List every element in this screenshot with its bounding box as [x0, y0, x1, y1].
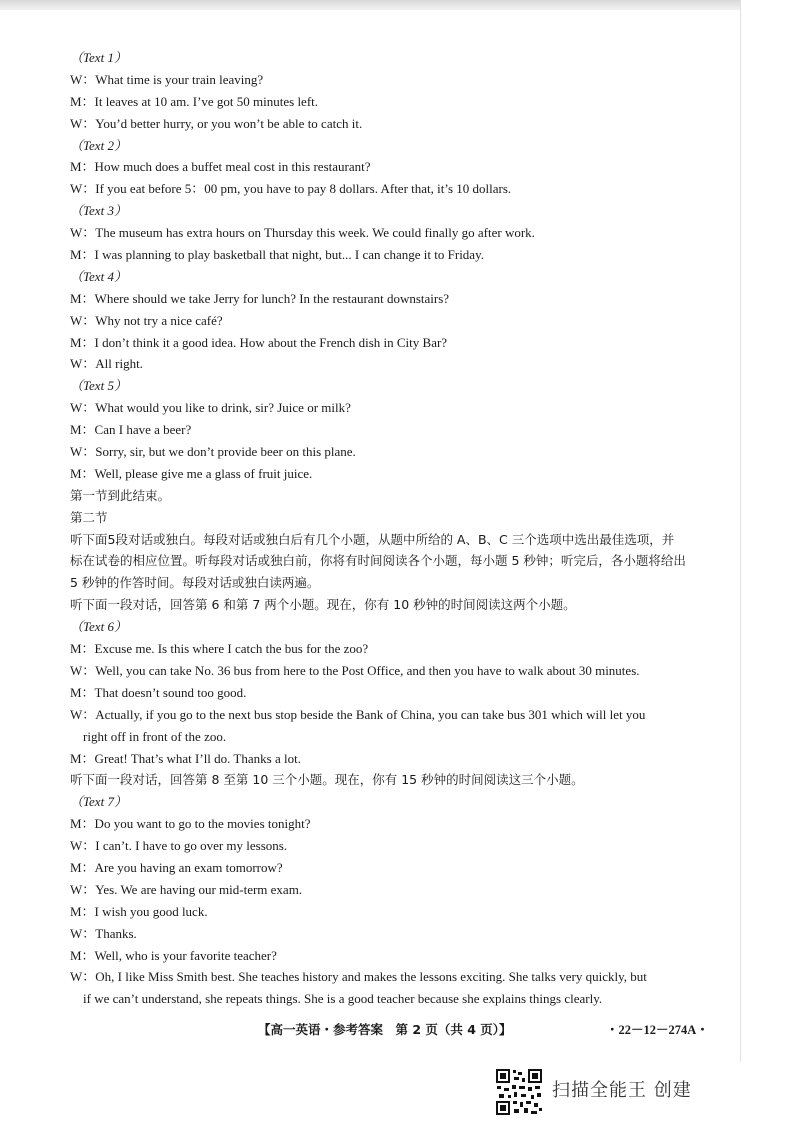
dialogue-line: W：Thanks. [70, 925, 137, 941]
dialogue-line: W：Sorry, sir, but we don’t provide beer on this plane. [70, 444, 356, 460]
instruction-line: 5 秒钟的作答时间。每段对话或独白读两遍。 [70, 575, 320, 591]
text-section-label: （Text 6） [70, 619, 127, 635]
dialogue-line: W：Actually, if you go to the next bus stop beside the Bank of China, you can take bus 301 which will let you [70, 706, 646, 722]
listening-transcript [70, 47, 730, 1010]
dialogue-line: W：What would you like to drink, sir? Juice or milk? [70, 400, 351, 416]
dialogue-line: M：Well, please give me a glass of fruit juice. [70, 465, 313, 481]
dialogue-line: M：Do you want to go to the movies tonight? [70, 816, 311, 832]
text-section-label: （Text 1） [70, 50, 127, 65]
dialogue-line: M：Great! That’s what I’ll do. Thanks a lot. [70, 750, 301, 766]
dialogue-line: M：How much does a buffet meal cost in this restaurant? [70, 159, 371, 175]
dialogue-line: W：Oh, I like Miss Smith best. She teaches history and makes the lessons exciting. She talks very quickly, but [70, 969, 647, 985]
dialogue-line-continuation: if we can’t understand, she repeats things. She is a good teacher because she explains things clearly. [83, 991, 603, 1007]
dialogue-line: W：I can’t. I have to go over my lessons. [70, 838, 288, 854]
text-section-label: （Text 4） [70, 268, 127, 284]
dialogue-line: W：Well, you can take No. 36 bus from here to the Post Office, and then you have to walk about 30 minutes. [70, 662, 640, 678]
dialogue-line: M：I don’t think it a good idea. How about the French dish in City Bar? [70, 334, 448, 350]
scanner-watermark-text: 扫描全能王 创建 [552, 1080, 692, 1101]
footer-title: 【高一英语・参考答案 第 2 页（共 4 页）】 [258, 1022, 512, 1037]
dialogue-line: M：Where should we take Jerry for lunch? In the restaurant downstairs? [70, 290, 450, 306]
instruction-line: 听下面一段对话，回答第 6 和第 7 两个小题。现在，你有 10 秒钟的时间阅读这两个小题。 [70, 597, 576, 613]
dialogue-line: W：If you eat before 5：00 pm, you have to pay 8 dollars. After that, it’s 10 dollars. [70, 181, 512, 197]
dialogue-line: M：Well, who is your favorite teacher? [70, 947, 277, 963]
dialogue-line: M：That doesn’t sound too good. [70, 684, 247, 700]
dialogue-line: W：The museum has extra hours on Thursday this week. We could finally go after work. [70, 225, 535, 241]
page-footer [0, 1020, 740, 1042]
footer-code: ・22－12－274A・ [606, 1023, 709, 1037]
dialogue-line: M：Can I have a beer? [70, 422, 192, 438]
instruction-line: 第二节 [70, 509, 108, 525]
text-section-label: （Text 3） [70, 203, 127, 219]
text-section-label: （Text 5） [70, 378, 127, 394]
dialogue-line: W：Yes. We are having our mid-term exam. [70, 881, 303, 897]
dialogue-line: W：You’d better hurry, or you won’t be able to catch it. [70, 115, 363, 131]
dialogue-line: W：All right. [70, 356, 143, 372]
qr-code-icon [495, 1068, 543, 1116]
instruction-line: 听下面5段对话或独白。每段对话或独白后有几个小题，从题中所给的 A、B、C 三个选项中选出最佳选项，并 [70, 531, 675, 547]
dialogue-line: W：What time is your train leaving? [70, 71, 264, 87]
dialogue-line: M：I wish you good luck. [70, 903, 208, 919]
instruction-line: 第一节到此结束。 [70, 487, 171, 503]
instruction-line: 听下面一段对话，回答第 8 至第 10 三个小题。现在，你有 15 秒钟的时间阅读这三个小题。 [70, 772, 584, 788]
dialogue-line: M：It leaves at 10 am. I’ve got 50 minutes left. [70, 93, 319, 109]
scan-top-edge [0, 0, 740, 10]
dialogue-line: M：I was planning to play basketball that night, but... I can change it to Friday. [70, 247, 484, 263]
dialogue-line: W：Why not try a nice café? [70, 312, 223, 328]
dialogue-line: M：Are you having an exam tomorrow? [70, 859, 283, 875]
dialogue-line: M：Excuse me. Is this where I catch the bus for the zoo? [70, 641, 369, 657]
text-section-label: （Text 7） [70, 794, 127, 810]
text-section-label: （Text 2） [70, 137, 127, 153]
dialogue-line-continuation: right off in front of the zoo. [83, 728, 227, 744]
instruction-line: 标在试卷的相应位置。听每段对话或独白前，你将有时间阅读各个小题，每小题 5 秒钟；听完后，各小题将给出 [70, 553, 686, 569]
